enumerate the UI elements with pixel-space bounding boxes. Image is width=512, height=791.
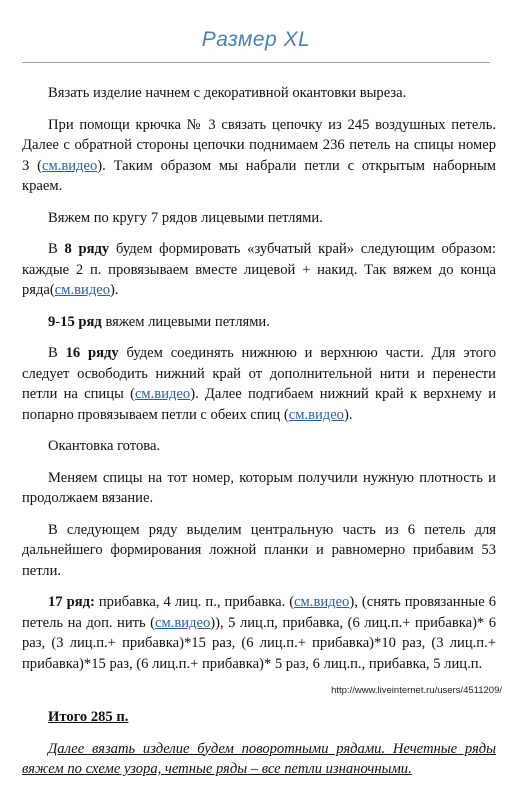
paragraph-rows-9-15 (22, 312, 496, 333)
text-span: прибавка, 4 лиц. п., прибавка. ( (94, 594, 295, 610)
paragraph-edging-done: Окантовка готова. (48, 438, 161, 454)
paragraph-row-8 (22, 239, 496, 301)
paragraph-round-rows: Вяжем по кругу 7 рядов лицевыми петлями. (48, 209, 323, 226)
video-link[interactable]: см.видео (155, 614, 211, 631)
video-link[interactable]: см.видео (134, 386, 191, 402)
text-span: будем соединять нижнюю и верхнюю части. Для этого следует освободить нижний край от дополнительной нити и перенести петли на спицы ( (22, 345, 496, 402)
paragraph-row-16 (22, 343, 496, 425)
text-span: )), 5 лиц.п, прибавка, (6 лиц.п.+ прибавка)* 6 раз, (3 лиц.п.+ прибавка)*15 раз, (6 лиц.п.+ прибавка)*10 раз, (3 лиц.п.+ прибавка)*15 раз, (6 лиц.п.+ прибавка)* 5 раз, 6 лиц.п., прибавка, 5 лиц.п. (22, 614, 497, 672)
text-span: ). Таким образом мы набрали петли с открытым наборным краем. (22, 157, 496, 194)
row-label: 17 ряд: (48, 594, 95, 610)
video-link[interactable]: см.видео (54, 282, 111, 298)
paragraph-next-steps (22, 739, 496, 780)
text-span: При помощи крючка № 3 связать цепочку из 245 воздушных петель. Далее с обратной стороны цепочки поднимаем 236 петель на спицы номер 3 ( (22, 116, 496, 174)
text-span: - (55, 313, 61, 330)
italic-note: Далее вязать изделие будем поворотными рядами. Нечетные ряды вяжем по схеме узора, четные ряды – все петли изнаночными. (22, 740, 496, 777)
source-url: http://www.liveinternet.ru/users/4511209/ (331, 685, 502, 696)
text-span: В (48, 241, 65, 257)
row-label: 8 ряду (64, 241, 110, 257)
video-link[interactable]: см.видео (294, 594, 350, 610)
text-span: будем формировать «зубчатый край» следующим образом: каждые 2 п. провязываем вместе лицевой + накид. Так вяжем до конца ряда( (22, 241, 496, 298)
title-divider (22, 62, 490, 63)
page-title: Размер XL (201, 28, 311, 51)
row-label: 15 ряд (60, 313, 102, 330)
paragraph-change-needles: Меняем спицы на тот номер, которым получили нужную плотность и продолжаем вязание. (22, 469, 496, 506)
paragraph-center-part: В следующем ряду выделим центральную часть из 6 петель для дальнейшего формирования ложной планки и равномерно прибавим 53 петли. (22, 521, 496, 579)
row-label: 9 (48, 313, 56, 330)
video-link[interactable]: см.видео (42, 157, 98, 174)
video-link[interactable]: см.видео (288, 406, 344, 423)
total-label: Итого 285 п. (48, 709, 129, 725)
paragraph-row-17 (22, 592, 496, 674)
row-label: 16 ряду (65, 345, 119, 361)
text-span: ), (снять провязанные 6 петель на доп. нить ( (22, 594, 496, 631)
text-span: ). Далее подгибаем нижний край к верхнему и попарно провязываем петли с обеих спиц ( (22, 386, 496, 423)
paragraph-cast-on (22, 115, 496, 197)
paragraph-total (22, 707, 496, 728)
paragraph-intro: Вязать изделие начнем с декоративной окантовки выреза. (48, 85, 407, 101)
text-span: вяжем лицевыми петлями. (101, 313, 270, 330)
text-span: ). (343, 406, 353, 423)
text-span: В (48, 345, 66, 361)
text-span: ). (110, 282, 119, 298)
